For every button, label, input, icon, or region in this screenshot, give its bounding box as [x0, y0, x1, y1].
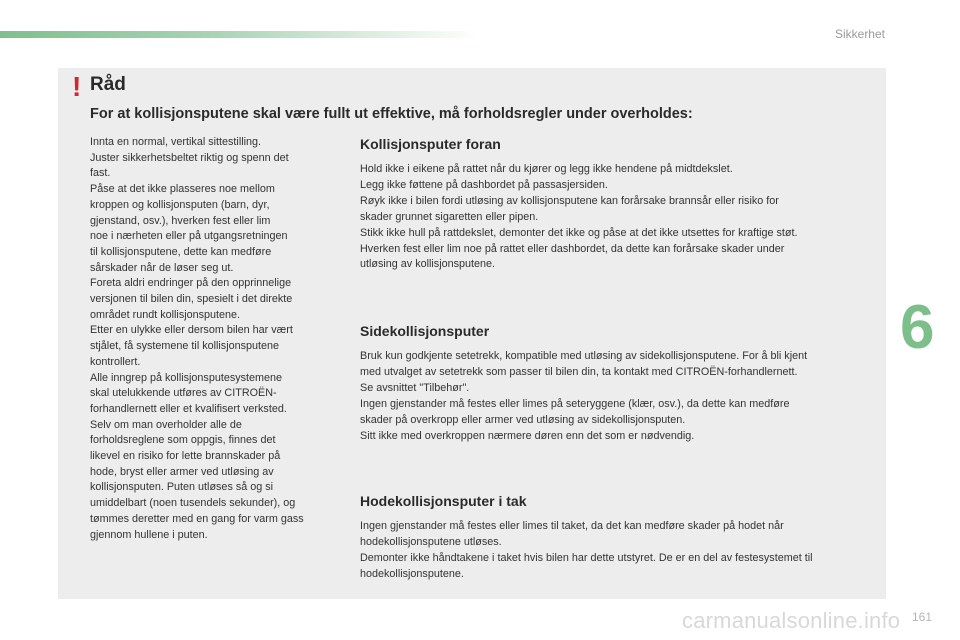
section-line: med utvalget av setetrekk som passer til bilen din, ta kontakt med CITROËN-forhandlernett.: [360, 365, 798, 378]
section-line: Legg ikke føttene på dashbordet på passasjersiden.: [360, 178, 608, 191]
advice-line: Alle inngrep på kollisjonsputesystemene: [90, 371, 283, 384]
page-number: 161: [912, 610, 933, 624]
advice-line: til kollisjonsputene, dette kan medføre: [90, 245, 272, 258]
advice-line: stjålet, få systemene til kollisjonsputene: [90, 340, 280, 353]
advice-line: Etter en ulykke eller dersom bilen har vært: [90, 324, 293, 337]
advice-line: versjonen til bilen din, spesielt i det direkte: [90, 293, 293, 306]
section-heading: Kollisjonsputer foran: [360, 136, 501, 152]
section-curtain-airbags: [360, 493, 880, 583]
panel-title: Råd: [90, 74, 126, 95]
section-label: Sikkerhet: [834, 27, 885, 41]
section-line: Røyk ikke i bilen fordi utløsing av kollisjonsputene kan forårsake brannsår eller risiko for: [360, 194, 779, 207]
advice-line: fast.: [90, 167, 111, 180]
advice-line: forholdsreglene som oppgis, finnes det: [90, 434, 276, 447]
advice-line: kollisjonsputen. Puten utløses så og si: [90, 481, 274, 494]
advice-line: sårskader når de løser seg ut.: [90, 261, 234, 274]
section-line: utløsing av kollisjonsputene.: [360, 258, 496, 271]
section-line: Ingen gjenstander må festes eller limes på seteryggene (klær, osv.), da dette kan medføre: [360, 397, 790, 410]
panel-subtitle: For at kollisjonsputene skal være fullt ut effektive, må forholdsregler under overholdes:: [90, 106, 693, 122]
advice-line: Juster sikkerhetsbeltet riktig og spenn det: [90, 151, 289, 164]
section-line: Sitt ikke med overkroppen nærmere døren enn det som er nødvendig.: [360, 429, 695, 442]
advice-line: Påse at det ikke plasseres noe mellom: [90, 183, 275, 196]
chapter-number: 6: [900, 293, 935, 362]
advice-line: Selv om man overholder alle de: [90, 418, 242, 431]
advice-line: kontrollert.: [90, 355, 141, 368]
section-heading: Sidekollisjonsputer: [360, 323, 490, 339]
watermark: carmanualsonline.info: [682, 608, 901, 633]
section-line: skader grunnet sigaretten eller pipen.: [360, 210, 539, 223]
section-side-airbags: [360, 323, 880, 444]
advice-line: tømmes deretter med en gang for varm gass: [90, 512, 304, 525]
advice-line: gjennom hullene i puten.: [90, 528, 208, 541]
section-line: Bruk kun godkjente setetrekk, kompatible med utløsing av sidekollisjonsputene. For å bli kjent: [360, 350, 808, 362]
section-line: Stikk ikke hull på rattdekslet, demonter det ikke og påse at det ikke utsettes for kraftige støt.: [360, 226, 798, 239]
section-line: skader på overkropp eller armer ved utløsing av sidekollisjonsputen.: [360, 413, 686, 426]
exclamation-icon: !: [72, 71, 82, 102]
header-accent-bar: [0, 31, 480, 38]
advice-line: noe i nærheten eller på utgangsretningen: [90, 230, 288, 243]
advice-line: området rundt kollisjonsputene.: [90, 308, 241, 321]
section-line: Hold ikke i eikene på rattet når du kjører og legg ikke hendene på midtdekslet.: [360, 163, 733, 175]
advice-line: likevel en risiko for lette brannskader på: [90, 450, 281, 463]
advice-line: hode, bryst eller armer ved utløsing av: [90, 465, 274, 478]
section-line: hodekollisjonsputene utløses.: [360, 535, 502, 548]
section-line: Se avsnittet "Tilbehør".: [360, 381, 470, 394]
section-line: Ingen gjenstander må festes eller limes til taket, da det kan medføre skader på hodet når: [360, 520, 784, 532]
section-line: hodekollisjonsputene.: [360, 567, 464, 580]
advice-line: skal utelukkende utføres av CITROËN-: [90, 387, 277, 400]
advice-line: Innta en normal, vertikal sittestilling.: [90, 136, 262, 148]
advice-line: gjenstand, osv.), hverken fest eller lim: [90, 214, 271, 227]
advice-line: Foreta aldri endringer på den opprinnelige: [90, 277, 292, 290]
section-line: Hverken fest eller lim noe på rattet eller dashbordet, da dette kan forårsake skader under: [360, 242, 785, 255]
advice-line: kroppen og kollisjonsputen (barn, dyr,: [90, 198, 270, 211]
advice-line: forhandlernett eller et kvalifisert verksted.: [90, 402, 287, 415]
section-line: Demonter ikke håndtakene i taket hvis bilen har dette utstyret. De er en del av festesystemet til: [360, 551, 813, 564]
advice-line: umiddelbart (noen tusendels sekunder), og: [90, 497, 296, 510]
section-front-airbags: [360, 136, 880, 273]
advice-panel: [58, 68, 886, 599]
general-advice-text: [90, 135, 344, 543]
section-heading: Hodekollisjonsputer i tak: [360, 493, 527, 509]
